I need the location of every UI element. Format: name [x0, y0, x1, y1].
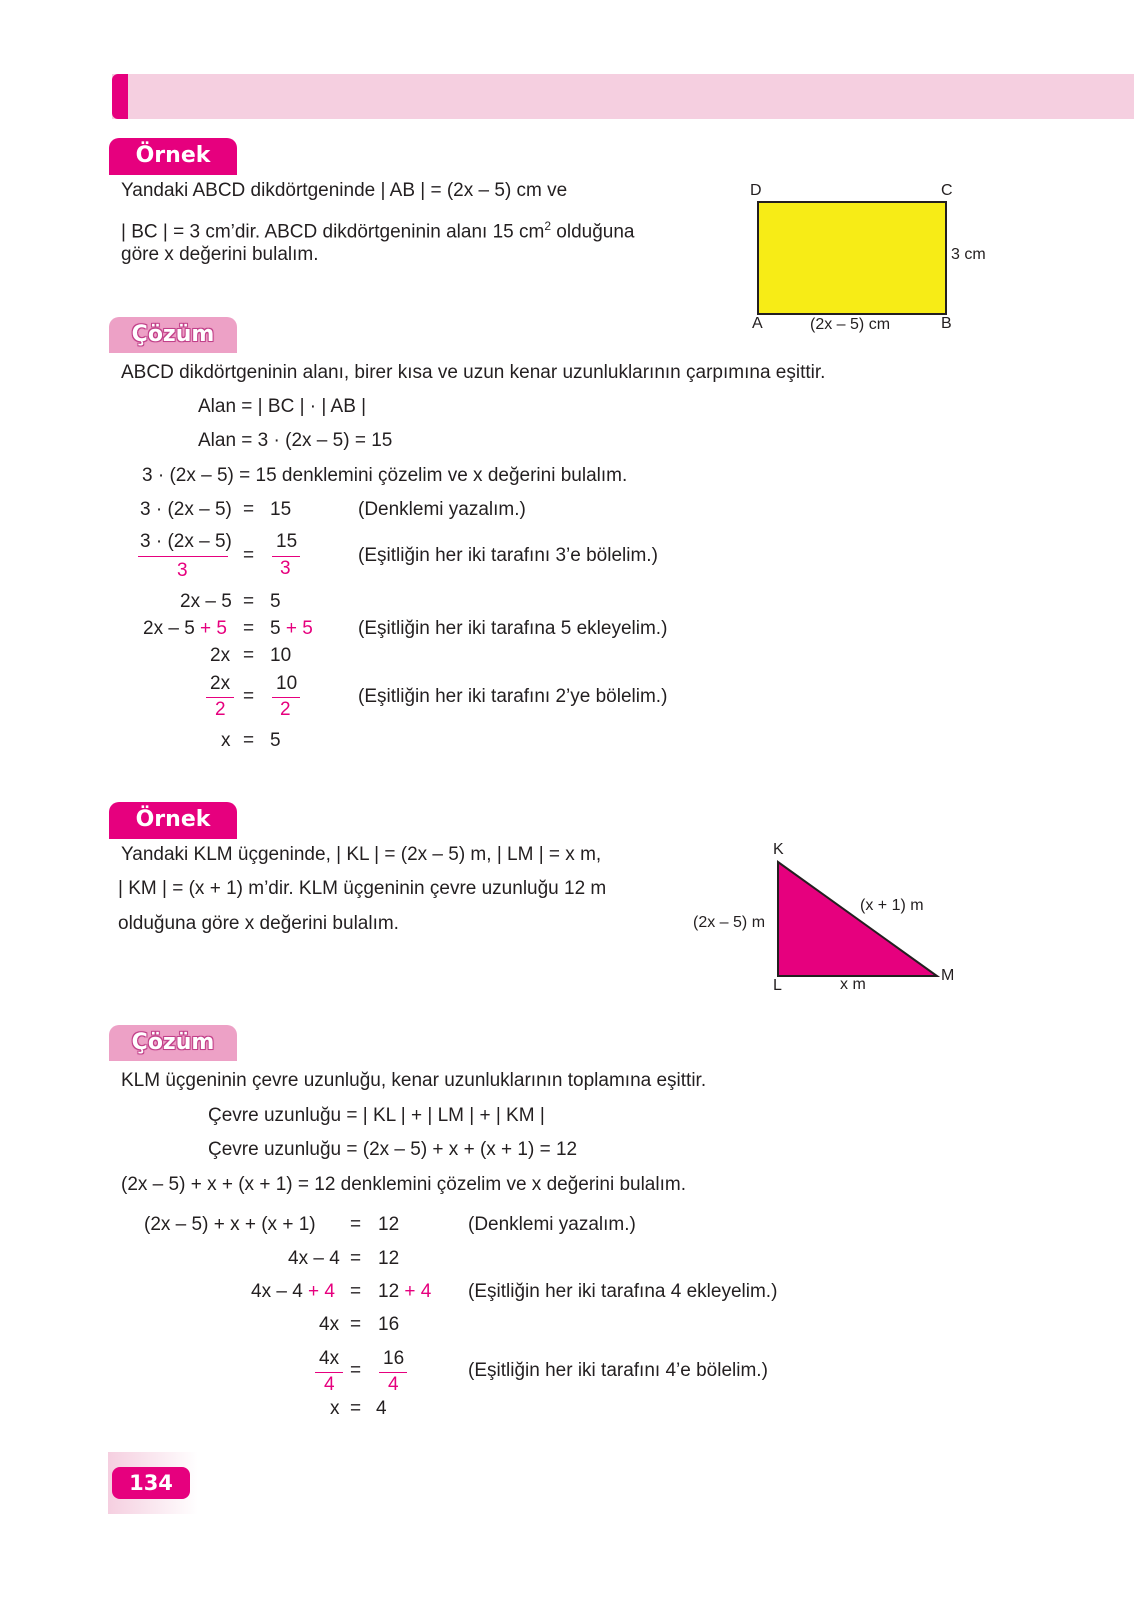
step-equals: =: [350, 1214, 362, 1235]
step-left: 4x: [319, 1314, 340, 1335]
fraction-denominator: 4: [388, 1374, 399, 1395]
example-text-line: göre x değerini bulalım.: [121, 244, 319, 265]
step-equals: =: [350, 1248, 362, 1269]
fraction-bar: [272, 556, 300, 557]
example-label: Örnek: [109, 802, 237, 838]
step-equals: =: [350, 1314, 362, 1335]
example-text-line: olduğuna göre x değerini bulalım.: [118, 913, 399, 934]
step-right: 5 + 5: [270, 618, 313, 639]
step-equals: =: [350, 1398, 362, 1419]
solution-label: Çözüm: [109, 1025, 237, 1061]
fraction-bar: [206, 697, 234, 698]
step-left: (2x – 5) + x + (x + 1): [144, 1214, 316, 1235]
fraction-bar: [138, 556, 228, 557]
step-right: 12: [378, 1214, 400, 1235]
area-formula: Alan = 3 · (2x – 5) = 15: [198, 430, 393, 451]
rectangle-abcd: [757, 201, 947, 315]
step-left: x: [221, 730, 231, 751]
side-label-km: (x + 1) m: [860, 897, 924, 914]
example-text-line: Yandaki ABCD dikdörtgeninde | AB | = (2x – 5) cm ve: [121, 180, 568, 201]
fraction-numerator: 10: [276, 673, 298, 694]
step-right: 12: [378, 1248, 400, 1269]
vertex-label-d: D: [750, 182, 762, 199]
fraction-denominator: 4: [324, 1374, 335, 1395]
example-text-line: | BC | = 3 cm’dir. ABCD dikdörtgeninin alanı 15 $cm^2$ olduğuna: [121, 219, 635, 243]
step-left: 2x: [210, 645, 231, 666]
fraction-numerator: 15: [276, 531, 298, 552]
header-tab: [112, 74, 128, 119]
step-note: (Eşitliğin her iki tarafını 3’e bölelim.): [358, 545, 658, 566]
fraction-numerator: 2x: [210, 673, 231, 694]
step-left: 2x – 5 + 5: [143, 618, 227, 639]
step-equals: =: [243, 686, 255, 707]
step-equals: =: [243, 730, 255, 751]
vertex-label-k: K: [773, 841, 784, 858]
step-equals: =: [350, 1360, 362, 1381]
fraction-denominator: 3: [177, 560, 188, 581]
step-right: 16: [378, 1314, 400, 1335]
area-formula: Alan = | BC | · | AB |: [198, 396, 367, 417]
equation-intro: (2x – 5) + x + (x + 1) = 12 denklemini çözelim ve x değerini bulalım.: [121, 1174, 686, 1195]
label-underline: [109, 838, 237, 839]
header-band: [112, 74, 1134, 119]
fraction-numerator: 3 · (2x – 5): [140, 531, 232, 552]
fraction-bar: [315, 1372, 343, 1373]
step-note: (Eşitliğin her iki tarafına 5 ekleyelim.): [358, 618, 668, 639]
vertex-label-l: L: [773, 977, 782, 994]
fraction-numerator: 4x: [319, 1348, 340, 1369]
step-note: (Denklemi yazalım.): [358, 499, 526, 520]
vertex-label-c: C: [941, 182, 953, 199]
step-right: 10: [270, 645, 292, 666]
solution-intro: KLM üçgeninin çevre uzunluğu, kenar uzunluklarının toplamına eşittir.: [121, 1070, 707, 1091]
step-right: 5: [270, 591, 281, 612]
step-note: (Eşitliğin her iki tarafına 4 ekleyelim.): [468, 1281, 778, 1302]
triangle-klm: [770, 855, 950, 985]
step-right: 5: [270, 730, 281, 751]
step-equals: =: [243, 591, 255, 612]
side-label-lm: x m: [840, 976, 866, 993]
example-label: Örnek: [109, 138, 237, 174]
fraction-bar: [379, 1372, 407, 1373]
step-left: 4x – 4: [288, 1248, 340, 1269]
vertex-label-a: A: [752, 315, 763, 332]
fraction-denominator: 2: [215, 699, 226, 720]
step-equals: =: [243, 545, 255, 566]
step-equals: =: [350, 1281, 362, 1302]
example-text-line: Yandaki KLM üçgeninde, | KL | = (2x – 5) m, | LM | = x m,: [121, 844, 602, 865]
step-right: 12 + 4: [378, 1281, 432, 1302]
step-note: (Eşitliğin her iki tarafını 2’ye bölelim.): [358, 686, 668, 707]
step-right: 15: [270, 499, 292, 520]
solution-intro: ABCD dikdörtgeninin alanı, birer kısa ve uzun kenar uzunluklarının çarpımına eşittir.: [121, 362, 826, 383]
page-number: 134: [112, 1467, 190, 1499]
example-text-line: | KM | = (x + 1) m’dir. KLM üçgeninin çevre uzunluğu 12 m: [118, 878, 607, 899]
side-label-bc: 3 cm: [951, 246, 986, 263]
label-underline: [109, 174, 237, 175]
step-equals: =: [243, 499, 255, 520]
side-label-kl: (2x – 5) m: [693, 914, 766, 931]
step-left: 2x – 5: [180, 591, 232, 612]
side-label-ab: (2x – 5) cm: [810, 316, 891, 333]
step-equals: =: [243, 618, 255, 639]
step-left: 3 · (2x – 5): [140, 499, 232, 520]
step-left: x: [330, 1398, 340, 1419]
step-note: (Denklemi yazalım.): [468, 1214, 636, 1235]
fraction-denominator: 3: [280, 558, 291, 579]
fraction-bar: [272, 697, 300, 698]
solution-label: Çözüm: [109, 317, 237, 353]
step-left: 4x – 4 + 4: [251, 1281, 335, 1302]
fraction-denominator: 2: [280, 699, 291, 720]
perimeter-formula: Çevre uzunluğu = | KL | + | LM | + | KM |: [208, 1105, 545, 1126]
step-equals: =: [243, 645, 255, 666]
vertex-label-m: M: [941, 967, 955, 984]
equation-intro: 3 · (2x – 5) = 15 denklemini çözelim ve x değerini bulalım.: [142, 465, 628, 486]
vertex-label-b: B: [941, 315, 952, 332]
step-note: (Eşitliğin her iki tarafını 4’e bölelim.): [468, 1360, 768, 1381]
fraction-numerator: 16: [383, 1348, 405, 1369]
step-right: 4: [376, 1398, 387, 1419]
perimeter-formula: Çevre uzunluğu = (2x – 5) + x + (x + 1) = 12: [208, 1139, 578, 1160]
